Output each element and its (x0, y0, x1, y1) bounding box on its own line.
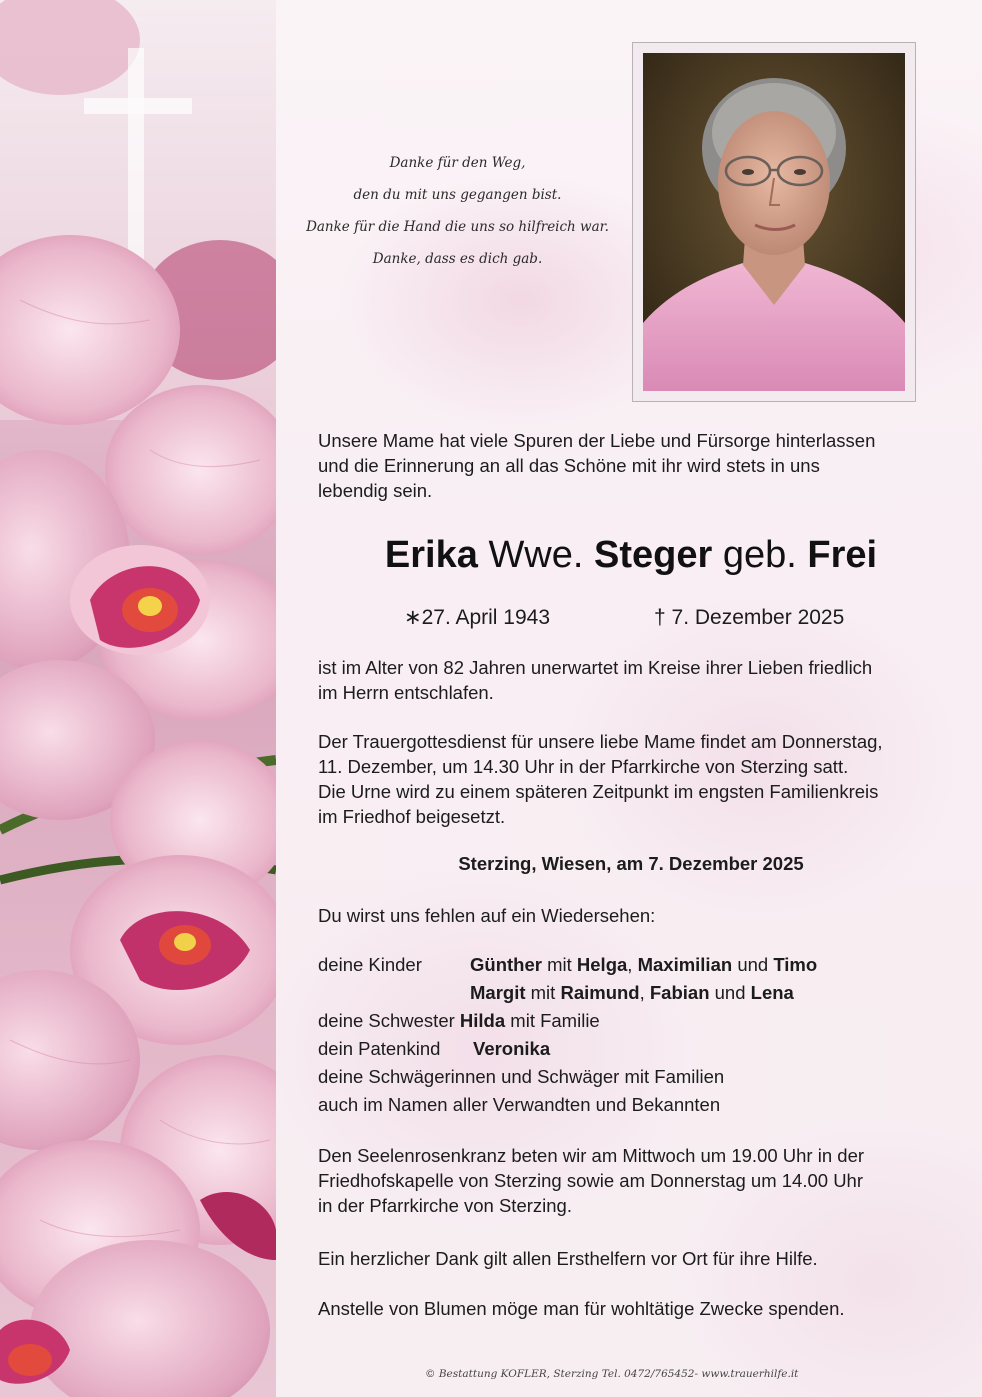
portrait-image (643, 53, 905, 391)
connector: mit (530, 982, 556, 1003)
orchid-illustration (0, 0, 276, 1397)
connector: und (714, 982, 746, 1003)
intro-line: Unsere Mame hat viele Spuren der Liebe und Fürsorge hinterlassen (318, 430, 876, 451)
birth-date: ∗27. April 1943 (404, 606, 551, 629)
passing-line: ist im Alter von 82 Jahren unerwartet im Kreise ihrer Lieben friedlich (318, 657, 873, 678)
service-line: 11. Dezember, um 14.30 Uhr in der Pfarrkirche von Sterzing satt. (318, 756, 849, 777)
death-date: † 7. Dezember 2025 (654, 606, 845, 629)
intro-text (318, 428, 875, 503)
sister-name: Hilda (459, 1010, 506, 1031)
children-label: deine Kinder (318, 954, 422, 975)
child-name: Margit (470, 982, 526, 1003)
maiden-name: Frei (807, 534, 878, 576)
footer-credit: © Bestattung KOFLER, Sterzing Tel. 0472/765452- www.trauerhilfe.it (425, 1368, 799, 1380)
mourner-children-row2 (470, 980, 794, 1005)
grandchild-name: Timo (773, 954, 818, 975)
passing-line: im Herrn entschlafen. (318, 682, 494, 703)
deceased-name (318, 532, 944, 578)
thanks-text: Ein herzlicher Dank gilt allen Ersthelfern vor Ort für ihre Hilfe. (318, 1248, 818, 1269)
portrait-photo (643, 53, 905, 391)
mourner-in-laws: deine Schwägerinnen und Schwäger mit Familien (318, 1066, 725, 1087)
service-text (318, 729, 883, 829)
rosary-text (318, 1143, 864, 1218)
donation-text: Anstelle von Blumen möge man für wohltätige Zwecke spenden. (318, 1298, 845, 1319)
portrait-frame (632, 42, 916, 402)
grandchild-name: Maximilian (637, 954, 733, 975)
widow-label: Wwe. (488, 534, 584, 576)
grandchild-name: Fabian (649, 982, 710, 1003)
sister-suffix: mit Familie (510, 1010, 600, 1031)
spouse-name: Raimund (560, 982, 640, 1003)
place-date: Sterzing, Wiesen, am 7. Dezember 2025 (458, 853, 804, 874)
child-name: Günther (470, 954, 542, 975)
service-line: Die Urne wird zu einem späteren Zeitpunkt im engsten Familienkreis (318, 781, 879, 802)
farewell-text: Du wirst uns fehlen auf ein Wiedersehen: (318, 905, 656, 926)
spouse-name: Helga (576, 954, 628, 975)
poem-line: Danke, dass es dich gab. (372, 251, 543, 267)
mourner-relatives: auch im Namen aller Verwandten und Bekannten (318, 1094, 721, 1115)
godchild-label: dein Patenkind (318, 1038, 441, 1059)
orchid-image-strip (0, 0, 276, 1397)
poem-line: Danke für den Weg, (389, 155, 526, 171)
rosary-line: in der Pfarrkirche von Sterzing. (318, 1195, 572, 1216)
passing-text (318, 655, 872, 705)
rosary-line: Den Seelenrosenkranz beten wir am Mittwoch um 19.00 Uhr in der (318, 1145, 865, 1166)
poem-line: den du mit uns gegangen bist. (353, 187, 562, 203)
rosary-line: Friedhofskapelle von Sterzing sowie am Donnerstag um 14.00 Uhr (318, 1170, 864, 1191)
mourner-children-row1 (318, 952, 817, 977)
surname: Steger (594, 534, 713, 576)
grandchild-name: Lena (750, 982, 794, 1003)
mourner-godchild (318, 1036, 550, 1061)
service-line: Der Trauergottesdienst für unsere liebe Mame findet am Donnerstag, (318, 731, 883, 752)
poem-line: Danke für die Hand die uns so hilfreich war. (306, 219, 609, 235)
poem (295, 147, 620, 275)
first-name: Erika (384, 534, 478, 576)
godchild-name: Veronika (473, 1038, 551, 1059)
connector: , (627, 954, 633, 975)
service-line: im Friedhof beigesetzt. (318, 806, 506, 827)
connector: und (737, 954, 769, 975)
connector: mit (547, 954, 572, 975)
intro-line: lebendig sein. (318, 480, 433, 501)
born-label: geb. (722, 534, 797, 576)
mourner-sister (318, 1008, 600, 1033)
sister-label: deine Schwester (318, 1010, 455, 1031)
intro-line: und die Erinnerung an all das Schöne mit ihr wird stets in uns (318, 455, 820, 476)
connector: , (639, 982, 645, 1003)
